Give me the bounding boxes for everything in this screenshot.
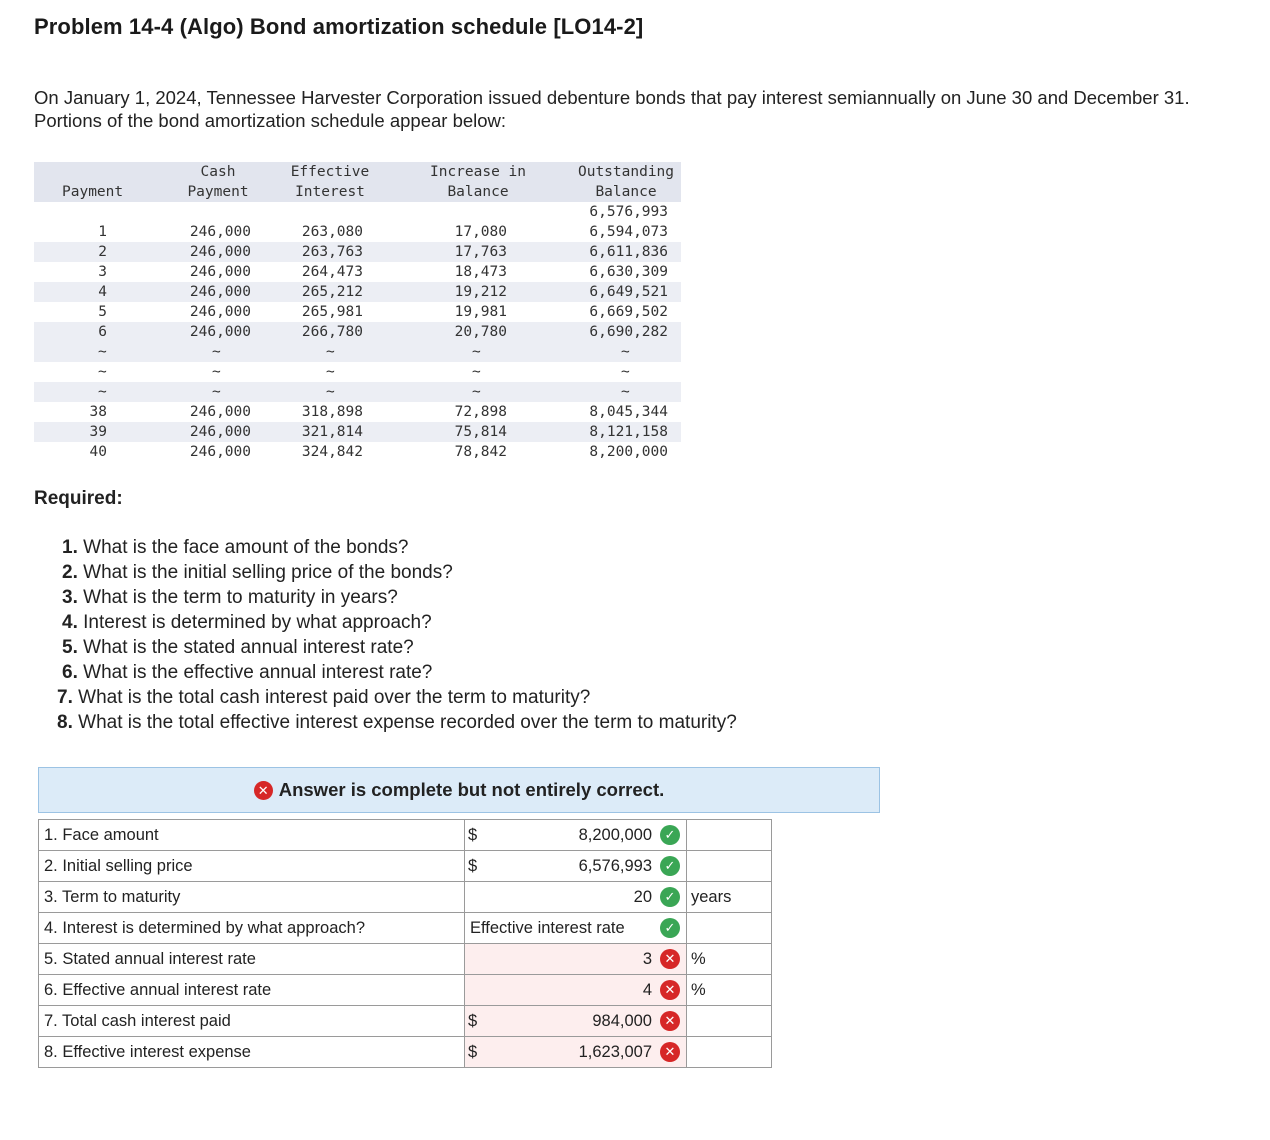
header-inc-1: Increase in [429,164,527,180]
schedule-cell-increase: 75,814 [454,424,507,440]
schedule-cell-balance: 6,649,521 [589,284,668,300]
answer-value: 1,623,007 [578,1043,652,1061]
answer-unit [687,913,772,944]
question-text: What is the face amount of the bonds? [77,537,409,558]
schedule-ellipsis-row [34,342,681,362]
question-list [57,535,737,735]
question-text: What is the total effective interest expense recorded over the term to maturity? [72,712,737,733]
check-icon: ✓ [660,825,680,845]
tilde: ~ [472,344,481,360]
tilde: ~ [621,344,630,360]
schedule-cell-interest: 263,080 [301,224,363,240]
question-item [62,635,737,660]
question-text: What is the stated annual interest rate? [77,637,414,658]
header-cash-2: Payment [187,184,249,200]
tilde: ~ [98,364,107,380]
answer-value-cell[interactable] [465,944,687,975]
answer-row [39,1037,772,1068]
schedule-cell-payment: 39 [89,424,107,440]
answer-row [39,851,772,882]
dollar-sign: $ [468,1043,478,1061]
question-item [57,685,737,710]
schedule-cell-balance: 6,669,502 [589,304,668,320]
dollar-sign: $ [468,1012,478,1030]
schedule-cell-payment: 3 [98,264,107,280]
answer-label: 4. Interest is determined by what approach? [39,913,465,944]
answer-value: 4 [642,981,652,999]
answer-label: 1. Face amount [39,820,465,851]
answer-unit [687,1037,772,1068]
schedule-cell-cash: 246,000 [189,244,251,260]
schedule-cell-interest: 263,763 [301,244,363,260]
answer-row [39,882,772,913]
answer-label: 6. Effective annual interest rate [39,975,465,1006]
schedule-header-row [34,162,681,202]
schedule-cell-payment: 40 [89,444,107,460]
answer-table [38,819,772,1068]
schedule-cell-cash: 246,000 [189,324,251,340]
answer-value-cell[interactable] [465,820,687,851]
header-out-2: Balance [595,184,657,200]
question-number: 2. [62,562,78,583]
answer-unit: years [687,882,772,913]
answer-value-cell[interactable] [465,882,687,913]
answer-value-cell[interactable] [465,851,687,882]
question-number: 8. [57,712,73,733]
answer-value-cell[interactable] [465,1006,687,1037]
x-icon: ✕ [660,1011,680,1031]
answer-value: 20 [633,888,652,906]
initial-balance-row [34,202,681,222]
question-item [57,710,737,735]
schedule-cell-increase: 19,212 [454,284,507,300]
check-icon: ✓ [660,918,680,938]
dollar-sign: $ [468,857,478,875]
tilde: ~ [621,364,630,380]
schedule-cell-cash: 246,000 [189,284,251,300]
question-number: 3. [62,587,78,608]
tilde: ~ [98,344,107,360]
answer-value-cell[interactable] [465,975,687,1006]
schedule-cell-balance: 6,630,309 [589,264,668,280]
answer-value: 984,000 [592,1012,652,1030]
initial-balance: 6,576,993 [589,204,668,220]
tilde: ~ [326,384,335,400]
question-text: What is the total cash interest paid over the term to maturity? [72,687,591,708]
schedule-cell-interest: 265,212 [301,284,363,300]
schedule-cell-interest: 321,814 [301,424,363,440]
answer-row [39,913,772,944]
schedule-ellipsis-row [34,362,681,382]
schedule-cell-balance: 8,121,158 [589,424,668,440]
schedule-cell-cash: 246,000 [189,224,251,240]
schedule-cell-payment: 2 [98,244,107,260]
answer-value: 6,576,993 [578,857,652,875]
schedule-cell-interest: 318,898 [301,404,363,420]
answer-label: 7. Total cash interest paid [39,1006,465,1037]
x-icon: ✕ [660,1042,680,1062]
header-payment: Payment [62,184,124,200]
header-out-1: Outstanding [577,164,675,180]
schedule-cell-balance: 6,611,836 [589,244,668,260]
schedule-cell-increase: 78,842 [454,444,507,460]
question-item [62,610,737,635]
answer-row [39,944,772,975]
schedule-cell-balance: 6,690,282 [589,324,668,340]
schedule-cell-increase: 17,080 [454,224,507,240]
header-eff-1: Effective [290,164,370,180]
schedule-cell-cash: 246,000 [189,444,251,460]
tilde: ~ [212,384,221,400]
header-inc-2: Balance [447,184,509,200]
schedule-cell-increase: 18,473 [454,264,507,280]
answer-value: 3 [642,950,652,968]
schedule-cell-interest: 324,842 [301,444,363,460]
answer-value: Effective interest rate [470,919,625,937]
tilde: ~ [326,344,335,360]
schedule-row [34,422,681,442]
schedule-row [34,242,681,262]
tilde: ~ [472,364,481,380]
question-item [62,585,737,610]
header-eff-2: Interest [295,184,365,200]
question-number: 7. [57,687,73,708]
banner-text: Answer is complete but not entirely correct. [278,779,665,800]
schedule-row [34,442,681,462]
schedule-row [34,402,681,422]
schedule-cell-interest: 265,981 [301,304,363,320]
question-item [62,560,737,585]
answer-unit [687,1006,772,1037]
question-text: What is the initial selling price of the bonds? [77,562,453,583]
question-number: 4. [62,612,78,633]
tilde: ~ [621,384,630,400]
schedule-ellipsis-row [34,382,681,402]
schedule-cell-payment: 5 [98,304,107,320]
tilde: ~ [212,364,221,380]
tilde: ~ [472,384,481,400]
question-item [62,660,737,685]
schedule-cell-increase: 19,981 [454,304,507,320]
answer-row [39,820,772,851]
answer-value: 8,200,000 [578,826,652,844]
schedule-cell-cash: 246,000 [189,304,251,320]
schedule-cell-increase: 72,898 [454,404,507,420]
answer-row [39,975,772,1006]
schedule-cell-payment: 4 [98,284,107,300]
schedule-row [34,282,681,302]
tilde: ~ [326,364,335,380]
question-number: 5. [62,637,78,658]
schedule-cell-cash: 246,000 [189,264,251,280]
answer-label: 3. Term to maturity [39,882,465,913]
answer-unit: % [687,944,772,975]
schedule-cell-interest: 266,780 [301,324,363,340]
question-item [62,535,737,560]
schedule-cell-balance: 6,594,073 [589,224,668,240]
question-text: What is the effective annual interest rate? [77,662,433,683]
schedule-cell-payment: 38 [89,404,107,420]
tilde: ~ [98,384,107,400]
schedule-cell-increase: 20,780 [454,324,507,340]
tilde: ~ [212,344,221,360]
required-heading: Required: [34,488,123,509]
page-title: Problem 14-4 (Algo) Bond amortization schedule [LO14-2] [34,14,644,39]
check-icon: ✓ [660,887,680,907]
answer-unit [687,820,772,851]
schedule-cell-balance: 8,045,344 [589,404,668,420]
answer-label: 5. Stated annual interest rate [39,944,465,975]
answer-value-cell[interactable] [465,1037,687,1068]
header-cash-1: Cash [200,164,236,180]
question-number: 6. [62,662,78,683]
schedule-cell-interest: 264,473 [301,264,363,280]
x-icon: ✕ [660,949,680,969]
answer-unit [687,851,772,882]
answer-label: 8. Effective interest expense [39,1037,465,1068]
schedule-cell-balance: 8,200,000 [589,444,668,460]
answer-row [39,1006,772,1037]
check-icon: ✓ [660,856,680,876]
x-icon: ✕ [660,980,680,1000]
question-number: 1. [62,537,78,558]
answer-value-cell[interactable] [465,913,687,944]
schedule-cell-cash: 246,000 [189,404,251,420]
schedule-row [34,222,681,242]
x-icon: ✕ [254,781,273,800]
question-text: What is the term to maturity in years? [77,587,398,608]
schedule-cell-increase: 17,763 [454,244,507,260]
answer-banner [38,767,880,813]
question-text: Interest is determined by what approach? [77,612,432,633]
schedule-row [34,322,681,342]
schedule-cell-payment: 6 [98,324,107,340]
dollar-sign: $ [468,826,478,844]
schedule-row [34,262,681,282]
schedule-row [34,302,681,322]
problem-intro: On January 1, 2024, Tennessee Harvester Corporation issued debenture bonds that pay interest semiannually on June 30 and December 31. Portions of the bond amortization schedule appear below: [34,87,1190,131]
answer-unit: % [687,975,772,1006]
schedule-cell-payment: 1 [98,224,107,240]
answer-label: 2. Initial selling price [39,851,465,882]
schedule-cell-cash: 246,000 [189,424,251,440]
